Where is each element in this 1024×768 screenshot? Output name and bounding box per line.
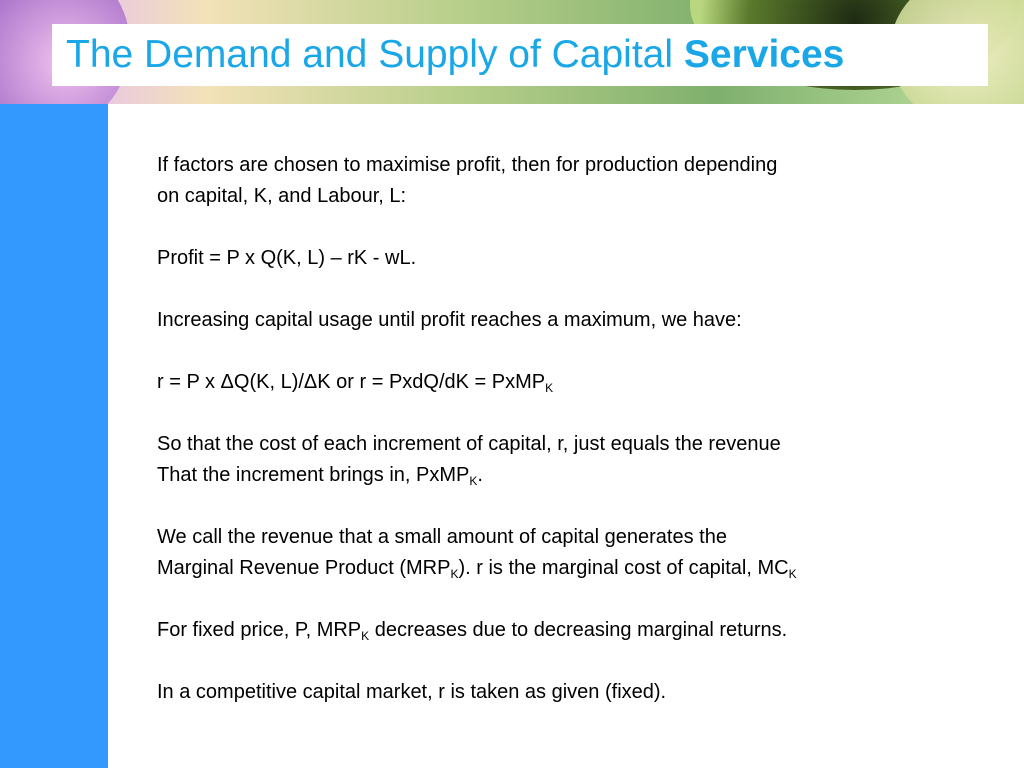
paragraph-6-line-2a: Marginal Revenue Product (MRP <box>157 557 451 579</box>
paragraph-8 <box>157 677 1007 708</box>
paragraph-7-b: decreases due to decreasing marginal returns. <box>369 619 788 641</box>
paragraph-6 <box>157 522 1007 584</box>
paragraph-1-line-2: on capital, K, and Labour, L: <box>157 185 407 207</box>
slide-body <box>157 150 1007 739</box>
slide-title <box>66 32 844 78</box>
header-banner-image <box>0 0 1024 104</box>
subscript-k: K <box>361 629 370 643</box>
paragraph-5 <box>157 429 1007 491</box>
paragraph-7-a: For fixed price, P, MRP <box>157 619 362 641</box>
paragraph-4 <box>157 367 1007 398</box>
paragraph-2 <box>157 243 1007 274</box>
paragraph-1 <box>157 150 1007 212</box>
subscript-k: K <box>450 567 459 581</box>
paragraph-5-line-1: So that the cost of each increment of capital, r, just equals the revenue <box>157 433 781 455</box>
paragraph-1-line-1: If factors are chosen to maximise profit, then for production depending <box>157 154 778 176</box>
marginal-condition-equation: r = P x ΔQ(K, L)/ΔK or r = PxdQ/dK = PxMP <box>157 371 546 393</box>
paragraph-5-end: . <box>477 464 483 486</box>
title-box <box>52 24 988 86</box>
slide-title-bold: Services <box>683 33 845 76</box>
paragraph-5-line-2: That the increment brings in, PxMP <box>157 464 470 486</box>
paragraph-7 <box>157 615 1007 646</box>
subscript-k: K <box>469 474 478 488</box>
paragraph-6-line-2b: ). r is the marginal cost of capital, MC <box>458 557 789 579</box>
profit-equation: Profit = P x Q(K, L) – rK - wL. <box>157 247 417 269</box>
paragraph-8-text: In a competitive capital market, r is taken as given (fixed). <box>157 681 667 703</box>
paragraph-6-line-1: We call the revenue that a small amount of capital generates the <box>157 526 727 548</box>
paragraph-3-text: Increasing capital usage until profit reaches a maximum, we have: <box>157 309 742 331</box>
paragraph-3 <box>157 305 1007 336</box>
left-sidebar-bar <box>0 104 108 768</box>
subscript-k: K <box>788 567 797 581</box>
slide-title-main: The Demand and Supply of Capital <box>66 33 684 76</box>
subscript-k: K <box>545 381 554 395</box>
